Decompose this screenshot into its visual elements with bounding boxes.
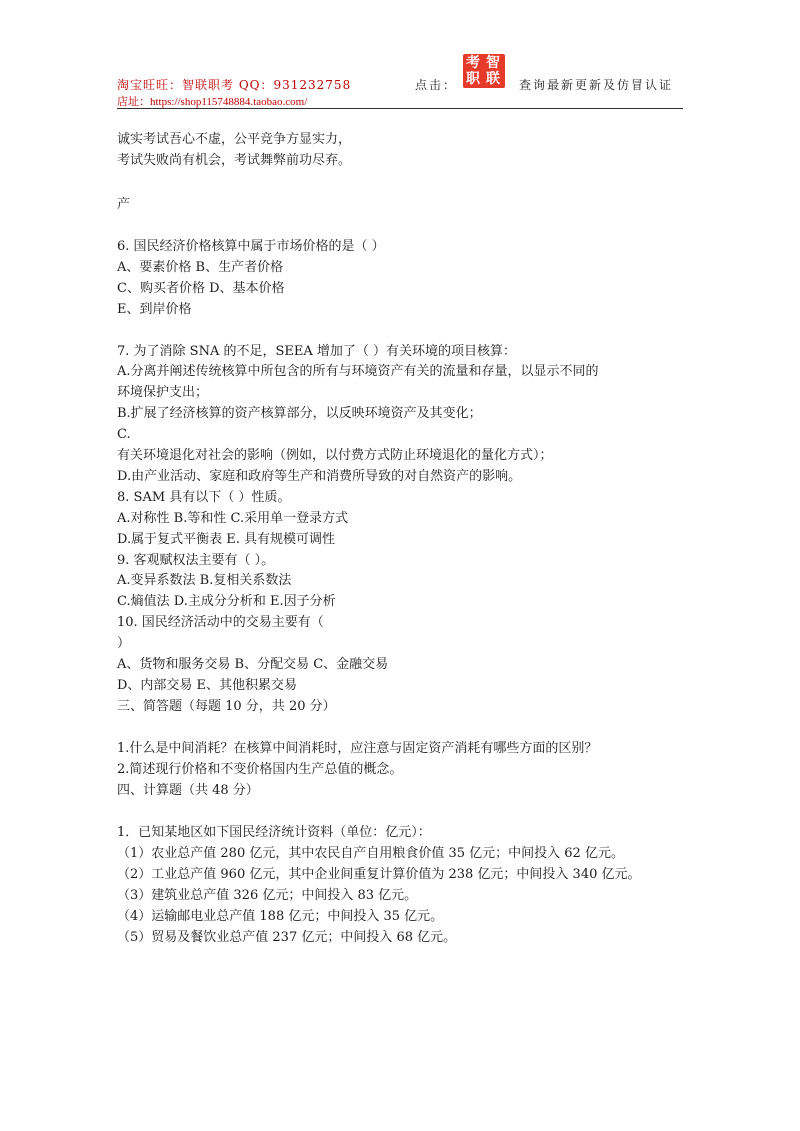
q7-option-b: B.扩展了经济核算的资产核算部分，以反映环境资产及其变化； (117, 406, 482, 421)
header-rule (117, 108, 683, 109)
logo-char-kao: 考 (466, 55, 480, 71)
header-shop-link[interactable]: 店址：https://shop115748884.taobao.com/ (117, 96, 308, 108)
section-3-item-1: 1.什么是中间消耗？在核算中间消耗时，应注意与固定资产消耗有哪些方面的区别？ (117, 741, 598, 756)
logo-char-lian: 联 (486, 71, 500, 87)
text-fragment: 产 (117, 197, 131, 212)
q8-option-abc: A.对称性 B.等和性 C.采用单一登录方式 (117, 511, 349, 526)
q10-option-abc: A、货物和服务交易 B、分配交易 C、金融交易 (117, 657, 389, 672)
motto-line-1: 诚实考试吾心不虚，公平竞争方显实力， (117, 132, 352, 147)
q9-option-ab: A.变异系数法 B.复相关系数法 (117, 573, 292, 588)
section-3-title: 三、简答题（每题 10 分，共 20 分） (117, 699, 336, 714)
calc-problem-stem: 1．已知某地区如下国民经济统计资料（单位：亿元）： (117, 825, 431, 840)
calc-item-4: （4）运输邮电业总产值 188 亿元；中间投入 35 亿元。 (117, 909, 444, 924)
page-header (117, 50, 683, 108)
section-4-title: 四、计算题（共 48 分） (117, 783, 259, 798)
calc-item-5: （5）贸易及餐饮业总产值 237 亿元；中间投入 68 亿元。 (117, 930, 457, 945)
q7-option-c-text: 有关环境退化对社会的影响（例如，以付费方式防止环境退化的量化方式）； (117, 448, 553, 463)
q10-option-de: D、内部交易 E、其他积累交易 (117, 678, 298, 693)
q9-option-cde: C.熵值法 D.主成分分析和 E.因子分析 (117, 594, 336, 609)
logo-char-zhi2: 职 (466, 71, 480, 87)
q10-stem: 10. 国民经济活动中的交易主要有（ (117, 615, 324, 630)
q8-option-de: D.属于复式平衡表 E. 具有规模可调性 (117, 532, 335, 547)
calc-item-1: （1）农业总产值 280 亿元，其中农民自产自用粮食价值 35 亿元；中间投入 62 亿元。 (117, 846, 624, 861)
q6-option-ab: A、要素价格 B、生产者价格 (117, 260, 284, 275)
q6-stem: 6. 国民经济价格核算中属于市场价格的是（ ） (117, 239, 385, 254)
q7-stem: 7. 为了消除 SNA 的不足，SEEA 增加了（ ）有关环境的项目核算： (117, 344, 517, 359)
q6-option-e: E、到岸价格 (117, 302, 192, 317)
q8-stem: 8. SAM 具有以下（ ）性质。 (117, 490, 291, 505)
motto-line-2: 考试失败尚有机会，考试舞弊前功尽弃。 (117, 153, 352, 168)
section-3-item-2: 2.简述现行价格和不变价格国内生产总值的概念。 (117, 762, 403, 777)
logo-char-zhi: 智 (486, 55, 500, 71)
calc-item-2: （2）工业总产值 960 亿元，其中企业间重复计算价值为 238 亿元；中间投入 340 亿元。 (117, 867, 641, 882)
q7-option-c-label: C. (117, 427, 131, 442)
header-verify-link[interactable]: 查询最新更新及仿冒认证 (519, 78, 674, 92)
q7-option-a-1: A.分离并阐述传统核算中所包含的所有与环境资产有关的流量和存量，以显示不同的 (117, 364, 599, 379)
q6-option-cd: C、购买者价格 D、基本价格 (117, 281, 285, 296)
zhilian-logo[interactable] (463, 54, 505, 88)
header-click-label: 点击： (415, 78, 458, 92)
header-taobao-contact: 淘宝旺旺：智联职考 QQ：931232758 (117, 78, 352, 92)
calc-item-3: （3）建筑业总产值 326 亿元；中间投入 83 亿元。 (117, 888, 418, 903)
q7-option-d: D.由产业活动、家庭和政府等生产和消费所导致的对自然资产的影响。 (117, 469, 522, 484)
q10-stem-close: ） (117, 636, 131, 651)
q7-option-a-2: 环境保护支出； (117, 385, 209, 400)
q9-stem: 9. 客观赋权法主要有（ ）。 (117, 553, 275, 568)
